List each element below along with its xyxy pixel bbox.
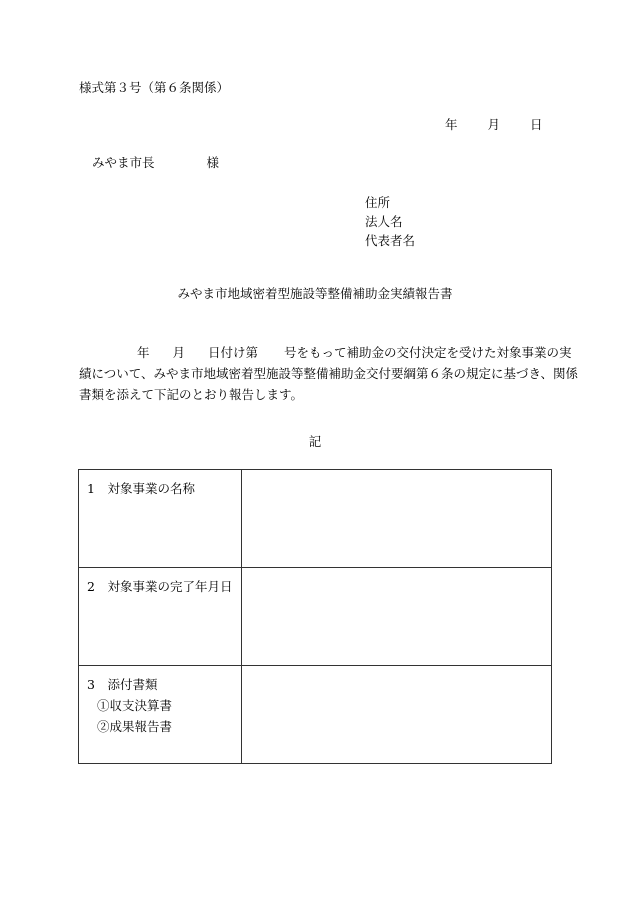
body-text [79,342,579,405]
addressee-name: みやま市長 [92,155,155,170]
date-line [445,119,542,132]
row-value[interactable] [242,470,552,568]
attachment-item: ②成果報告書 [97,719,173,734]
items-table [78,469,552,764]
date-year: 年 [445,117,458,132]
row-value[interactable] [242,666,552,764]
addressee [92,157,219,170]
body-month: 月 [172,345,186,360]
attachment-item: ①収支決算書 [97,698,173,713]
body-line-1 [79,342,572,363]
body-year: 年 [137,345,150,360]
table-row [79,666,552,764]
row-label [79,470,242,568]
document-title: みやま市地域密着型施設等整備補助金実績報告書 [177,286,453,301]
row-label-text: 2 対象事業の完了年月日 [87,579,233,594]
body-day-prefix: 日付け第 [208,345,259,360]
body-line-3: 書類を添えて下記のとおり報告します。 [79,387,304,402]
applicant-address-label: 住所 [365,195,391,210]
row-label [79,568,242,666]
form-number: 様式第３号（第６条関係） [79,80,230,95]
table-row [79,568,552,666]
table-row [79,470,552,568]
date-day: 日 [529,117,543,132]
applicant-corporation-label: 法人名 [365,214,403,229]
addressee-honorific: 様 [206,155,219,170]
ki-heading: 記 [308,434,322,449]
applicant-representative-label: 代表者名 [365,233,416,248]
date-month: 月 [487,117,500,132]
row-value[interactable] [242,568,552,666]
body-line-2: 績について、みやま市地域密着型施設等整備補助金交付要綱第６条の規定に基づき、関係 [79,366,579,381]
row-label-text: 3 添付書類 [87,677,158,692]
body-line-1-rest: 号をもって補助金の交付決定を受けた対象事業の実 [284,345,572,360]
row-label-text: 1 対象事業の名称 [87,481,195,496]
applicant-block [365,193,415,250]
row-label [79,666,242,764]
